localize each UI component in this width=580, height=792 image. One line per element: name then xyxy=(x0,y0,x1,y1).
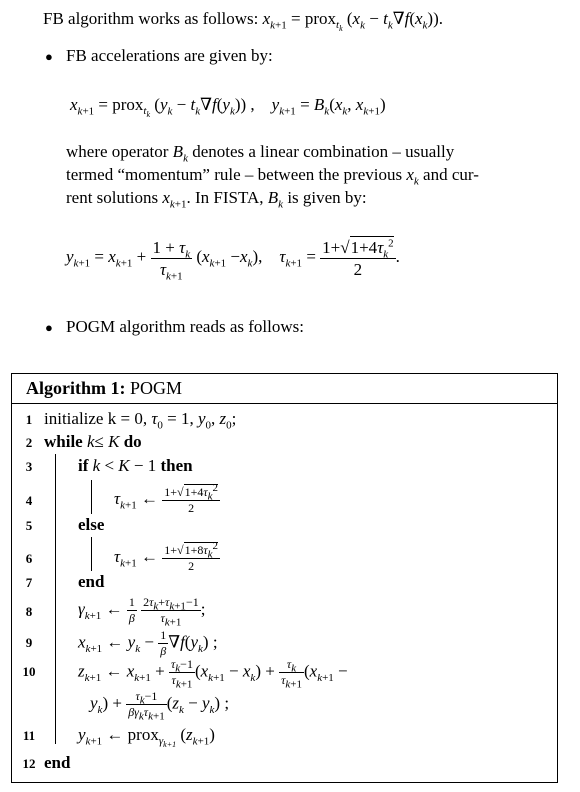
algorithm-caption-label: Algorithm 1: xyxy=(26,378,126,398)
fb-prefix-text: FB algorithm works as follows: xyxy=(43,9,259,28)
line-number: 4 xyxy=(25,493,33,508)
algo-line-5: else xyxy=(78,515,105,534)
fb-accel-text: FB accelerations are given by: xyxy=(66,46,273,65)
line-number: 2 xyxy=(25,435,33,450)
algo-line-11: $y_{k+1}$ ← prox$_{\gamma_{k+1}}$ $(z_{k+1})$ xyxy=(78,725,215,750)
bullet-dot: ● xyxy=(45,320,53,335)
line-number: 12 xyxy=(22,756,36,771)
fb-algorithm-sentence xyxy=(43,8,443,34)
operator-paragraph-line-2: termed “momentum” rule – between the previous $x_k$ and cur- xyxy=(66,165,479,188)
fista-formula: $y_{k+1} = x_{k+1}$ + $\frac{1 + \tau_k}{\tau_{k+1}}$ $(x_{k+1} -x_k)$, $\tau_{k+1}$ = $\frac{1+√1+4\tau_k^2}{2}$ . xyxy=(66,237,400,283)
algorithm-caption-name: POGM xyxy=(129,378,182,398)
line-number: 3 xyxy=(25,459,33,474)
algo-line-3: if k < K − 1 then xyxy=(78,456,193,475)
line-number: 10 xyxy=(22,664,36,679)
line-number: 6 xyxy=(25,551,33,566)
fb-formula: $x_{k+1}$ = prox$_{t_k}$ $(x_k - t_k\nabla f(x_k))$. xyxy=(262,9,443,34)
line-number: 7 xyxy=(25,575,33,590)
algo-line-1: initialize k = 0, $\tau_0 = 1$, $y_0$, $z_0$; xyxy=(44,409,237,432)
else-block-bar xyxy=(91,537,92,571)
line-number: 1 xyxy=(25,412,33,427)
algo-line-4: $\tau_{k+1}$ ← $\frac{1+√1+4\tau_k^2}{2}$ xyxy=(114,482,219,515)
algorithm-caption xyxy=(12,374,557,404)
pogm-intro-text: POGM algorithm reads as follows: xyxy=(66,317,304,336)
if-block-bar xyxy=(91,480,92,514)
algo-line-9: $x_{k+1}$ ← $y_k$ − $\frac{1}{\beta}$ $\nabla f(y_k)$ ; xyxy=(78,628,218,658)
fb-accel-formula: $x_{k+1}$ = prox$_{t_k}$ $(y_k - t_k\nabla f(y_k))$ , $y_{k+1} = B_k(x_k$, $x_{k+1}$) xyxy=(70,95,386,120)
algo-line-10a: $z_{k+1}$ ← $x_{k+1}$ + $\frac{\tau_k-1}{\tau_{k+1}}$ $(x_{k+1} - x_k)$ + $\frac{\tau_k}{\tau_{k+1}}$ ($x_{k+1}$ − xyxy=(78,657,348,691)
algo-line-10b: $y_k$) + $\frac{\tau_k-1}{\beta\gamma_k\tau_{k+1}}$ $(z_k - y_k)$ ; xyxy=(90,689,230,723)
algo-line-6: $\tau_{k+1}$ ← $\frac{1+√1+8\tau_k^2}{2}$ xyxy=(114,540,219,573)
algo-line-8: $\gamma_{k+1}$ ← $\frac{1}{\beta}$ $\frac{2\tau_k+\tau_{k+1}-1}{\tau_{k+1}}$ ; xyxy=(78,595,206,629)
line-number: 11 xyxy=(22,728,36,743)
algo-line-7: end xyxy=(78,572,105,591)
algo-line-12: end xyxy=(44,753,71,772)
line-number: 5 xyxy=(25,518,33,533)
operator-paragraph-line-1: where operator $B_k$ denotes a linear combination – usually xyxy=(66,142,455,165)
operator-paragraph-line-3: rent solutions $x_{k+1}$. In FISTA, $B_k$ is given by: xyxy=(66,188,367,211)
line-number: 9 xyxy=(25,635,33,650)
algo-line-2: while k≤ K do xyxy=(44,432,142,451)
algorithm-box xyxy=(11,373,558,783)
while-block-bar xyxy=(55,454,56,744)
bullet-dot: ● xyxy=(45,49,53,64)
line-number: 8 xyxy=(25,604,33,619)
